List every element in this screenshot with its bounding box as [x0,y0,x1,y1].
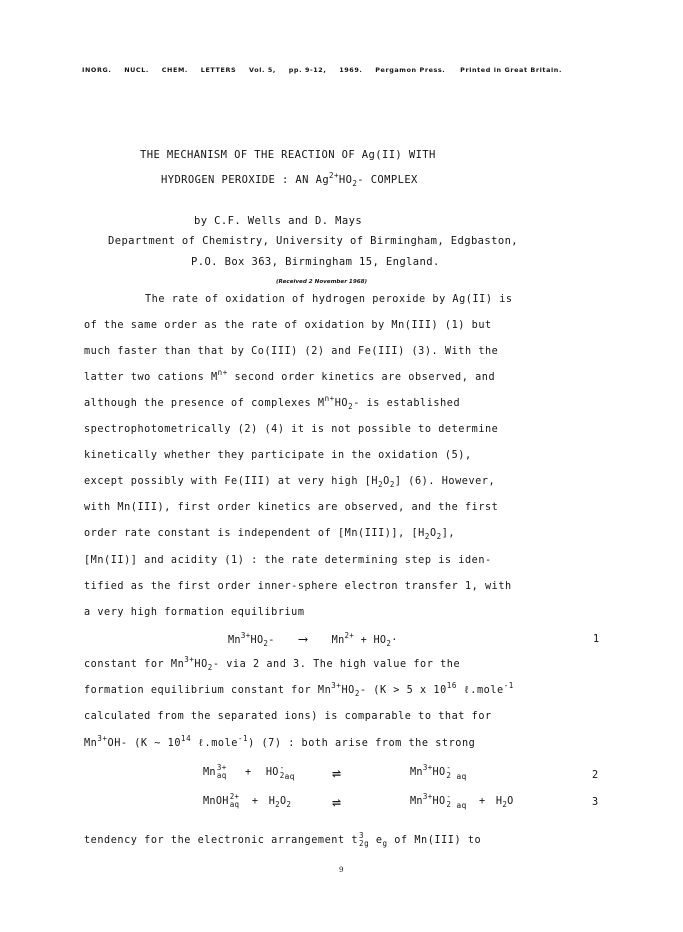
equilibrium-arrow-2: ⇌ [332,764,342,782]
equilibrium-arrow-3: ⇌ [332,793,342,811]
address: P.O. Box 363, Birmingham 15, England. [191,256,440,268]
body-line-7: kinetically whether they participate in the oxidation (5), [84,450,472,461]
body-line-5: although the presence of complexes $M^{n+}HO_2-$ is established [84,394,461,411]
equation-2-number: 2 [592,770,599,781]
body-line-2: of the same order as the rate of oxidation by Mn(III) (1) but [84,320,492,331]
body-line-17: $Mn^{3+}OH-$ (K ~ $10^{14}$ ℓ.mole$^{-1}$) (7) : both arise from the strong [84,734,476,749]
journal-printed: Printed in Great Britain. [460,66,562,74]
body-line-15: formation equilibrium constant for $Mn^{3+}HO_2-$ (K > 5 x $10^{16}$ ℓ.mole$^{-1}$ [84,681,514,698]
body-line-1: The rate of oxidation of hydrogen peroxide by Ag(II) is [145,294,513,305]
body-line-13: a very high formation equilibrium [84,607,305,618]
body-line-6: spectrophotometrically (2) (4) it is not possible to determine [84,424,499,435]
equation-1: $Mn^{3+}HO_2-$ ⟶ $Mn^{2+} + HO_2\cdot$ [228,631,398,648]
journal-year: 1969. [339,66,363,74]
paper-title-line-1: THE MECHANISM OF THE REACTION OF Ag(II) WITH [140,149,436,161]
received-date: (Received 2 November 1968) [276,279,368,285]
body-line-4: latter two cations $M^{n+}$ second order kinetics are observed, and [84,368,496,383]
equation-3-number: 3 [592,797,599,808]
body-line-3: much faster than that by Co(III) (2) and Fe(III) (3). With the [84,346,499,357]
body-line-12: tified as the first order inner-sphere electron transfer 1, with [84,581,512,592]
page-number: 9 [339,866,344,874]
body-line-14: constant for $Mn^{3+}HO_2-$ via 2 and 3. The high value for the [84,655,461,672]
body-line-10: order rate constant is independent of [Mn(III)], $[H_2O_2]$, [84,528,456,541]
paper-title-line-2: HYDROGEN PEROXIDE : AN $Ag^{2+}HO_2-$ COMPLEX [161,171,418,188]
equation-3-products: $Mn^{3+}HO$ - 2 $_{aq} + H_2O$ [410,792,514,810]
journal-name-1: INORG. [82,66,112,74]
journal-pages: pp. 9-12, [288,66,327,74]
equation-3: MnOH 2+ aq + $H_2O_2$ [203,792,292,809]
journal-volume: Vol. 5, [249,66,276,74]
body-line-18: tendency for the electronic arrangement t 3 2g $e_g$ of Mn(III) to [84,831,482,848]
journal-name-4: LETTERS [200,66,237,74]
equation-2: Mn 3+ aq + HO - 2 $_{aq}$ [203,763,295,781]
body-line-16: calculated from the separated ions) is comparable to that for [84,711,492,722]
forward-arrow: ⟶ [299,632,308,647]
journal-publisher: Pergamon Press. [375,66,446,74]
body-line-8: except possibly with Fe(III) at very high $[H_2O_2]$ (6). However, [84,476,496,489]
journal-header [82,66,562,74]
equation-1-number: 1 [593,634,600,645]
journal-name-2: NUCL. [124,66,149,74]
journal-name-3: CHEM. [161,66,188,74]
equation-2-product: $Mn^{3+}HO$ - 2 $_{aq}$ [410,763,467,781]
body-line-11: [Mn(II)] and acidity (1) : the rate determining step is iden- [84,555,492,566]
body-line-9: with Mn(III), first order kinetics are observed, and the first [84,502,499,513]
department: Department of Chemistry, University of Birmingham, Edgbaston, [108,235,519,247]
authors: by C.F. Wells and D. Mays [194,215,363,227]
